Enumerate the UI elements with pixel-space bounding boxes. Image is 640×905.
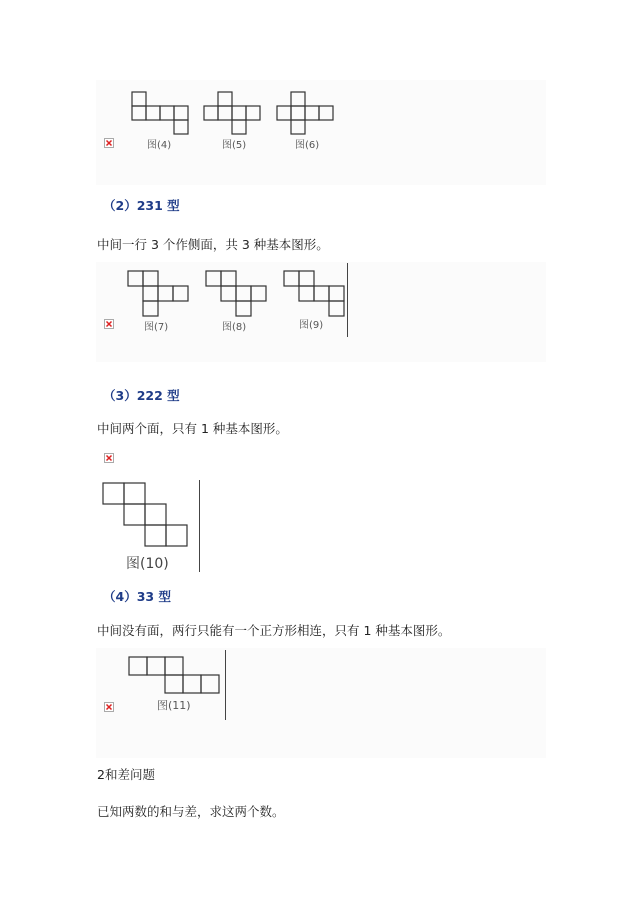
cube-net-figure-5 (203, 91, 263, 135)
caption-figure-9: 图(9) (299, 320, 324, 331)
figure-divider-line (347, 263, 348, 337)
section-heading-222: （3）222 型 (103, 388, 180, 403)
cube-net-figure-4 (131, 91, 191, 135)
caption-figure-10: 图(10) (126, 556, 169, 572)
caption-figure-8: 图(8) (222, 322, 247, 333)
figure-divider-line (199, 480, 200, 572)
figure-divider-line (225, 650, 226, 720)
section-heading-231: （2）231 型 (103, 198, 180, 213)
cube-net-figure-10 (102, 482, 192, 548)
topic-text: 已知两数的和与差，求这两个数。 (97, 804, 285, 819)
cube-net-figure-9 (283, 270, 345, 318)
broken-image-icon (104, 702, 114, 712)
section-text-222: 中间两个面，只有 1 种基本图形。 (97, 421, 288, 436)
caption-figure-5: 图(5) (222, 140, 247, 151)
broken-image-icon (104, 319, 114, 329)
broken-image-icon (104, 453, 114, 463)
caption-figure-7: 图(7) (144, 322, 169, 333)
cube-net-figure-11 (128, 656, 220, 696)
caption-figure-4: 图(4) (147, 140, 172, 151)
cube-net-figure-7 (127, 270, 187, 318)
section-heading-33: （4）33 型 (103, 589, 171, 604)
section-text-33: 中间没有面，两行只能有一个正方形相连，只有 1 种基本图形。 (97, 623, 451, 638)
topic-title: 2和差问题 (97, 767, 155, 782)
section-text-231: 中间一行 3 个作侧面，共 3 种基本图形。 (97, 237, 329, 252)
cube-net-figure-6 (276, 91, 336, 135)
cube-net-figure-8 (205, 270, 267, 318)
broken-image-icon (104, 138, 114, 148)
caption-figure-6: 图(6) (295, 140, 320, 151)
caption-figure-11: 图(11) (157, 699, 191, 712)
